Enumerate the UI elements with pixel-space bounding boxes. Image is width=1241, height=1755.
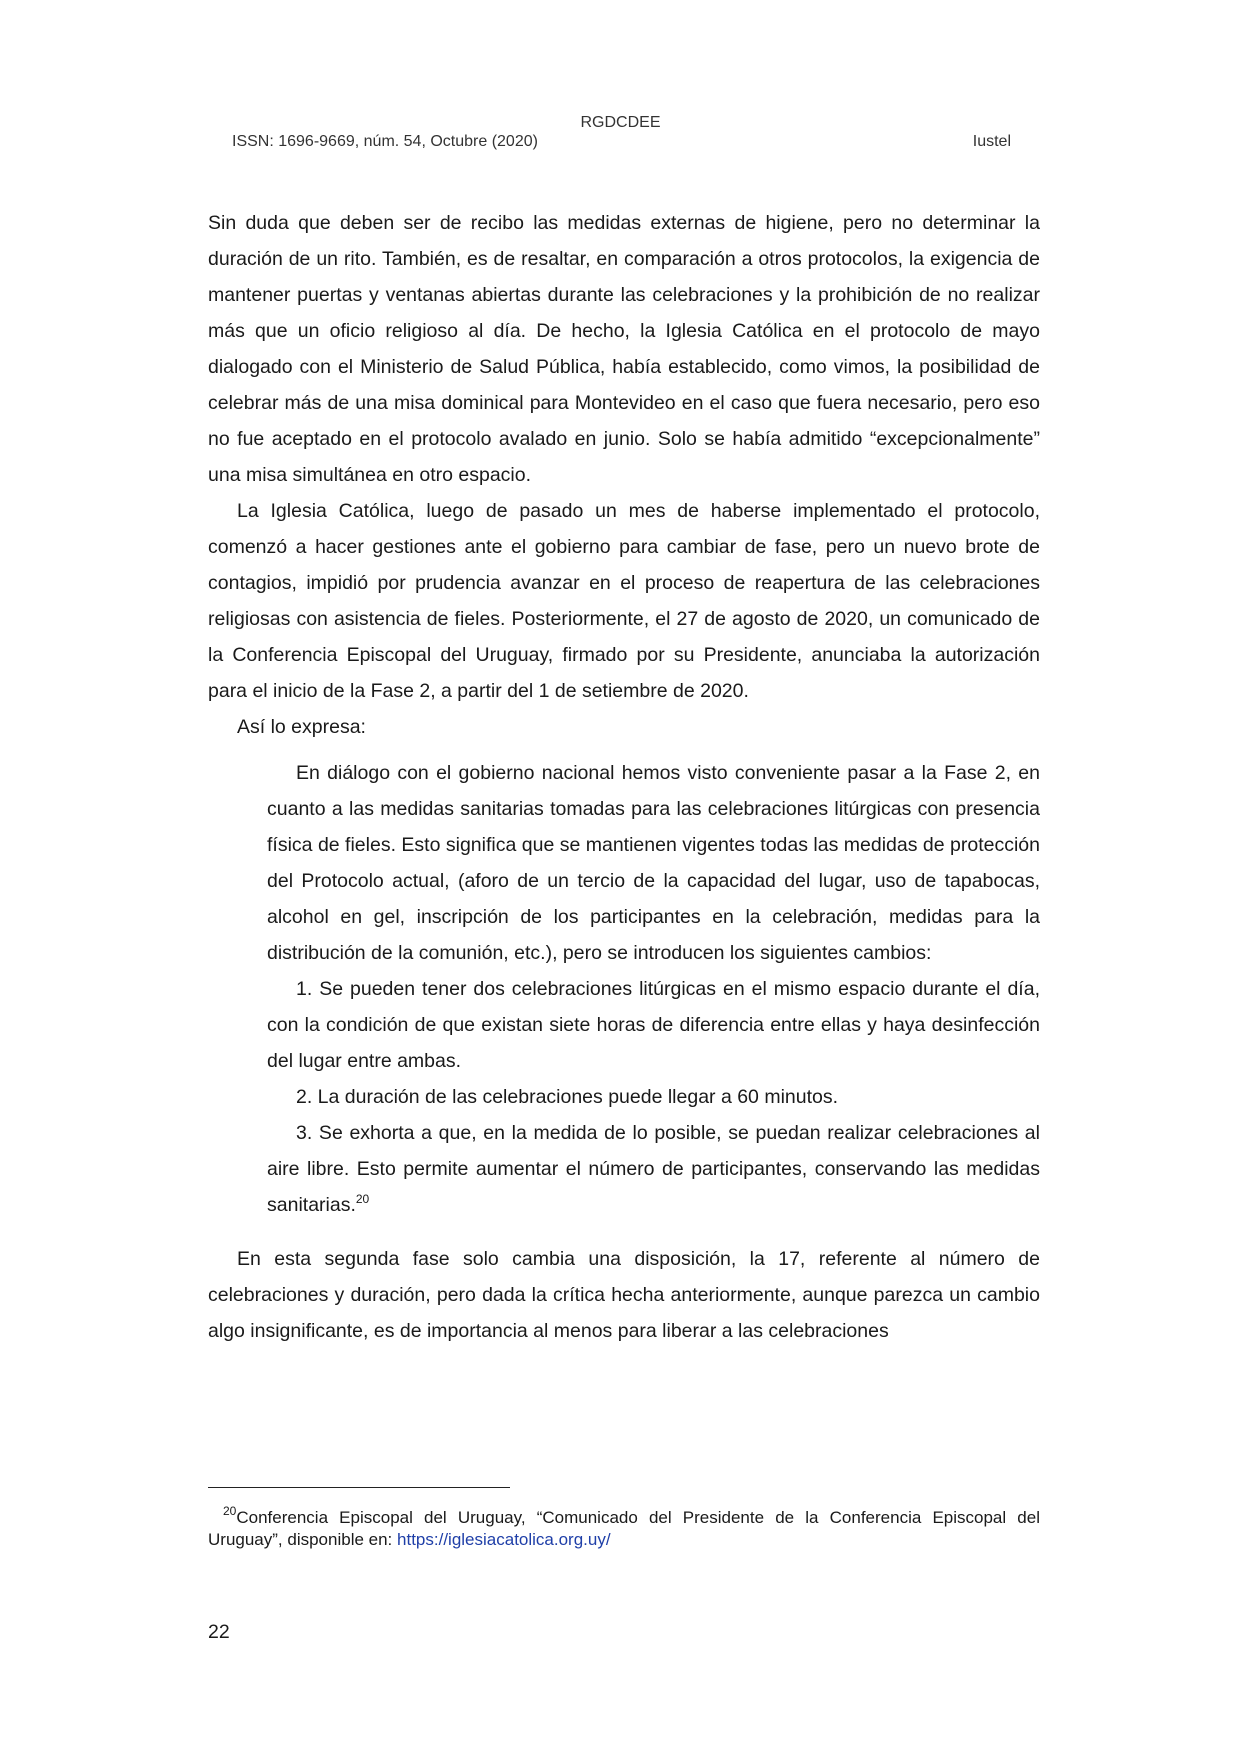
footnote-reference[interactable]: 20: [355, 1192, 370, 1206]
body-text: [208, 205, 1040, 1349]
footnote-divider: [208, 1487, 510, 1488]
footnote: [208, 1504, 1040, 1551]
block-quote-item-3-text: 3. Se exhorta a que, en la medida de lo posible, se puedan realizar celebraciones al aire libre. Esto permite aumentar el número de participantes, conservando las medidas sanitarias.: [267, 1122, 1040, 1216]
block-quote-intro: En diálogo con el gobierno nacional hemos visto conveniente pasar a la Fase 2, en cuanto a las medidas sanitarias tomadas para las celebraciones litúrgicas con presencia física de fieles. Esto significa que se mantienen vigentes todas las medidas de protección del Protocolo actual, (aforo de un tercio de la capacidad del lugar, uso de tapabocas, alcohol en gel, inscripción de los participantes en la celebración, medidas para la distribución de la comunión, etc.), pero se introducen los siguientes cambios:: [267, 762, 1040, 964]
block-quote-item-3: [267, 1115, 1040, 1223]
block-quote-item-2: 2. La duración de las celebraciones puede llegar a 60 minutos.: [296, 1086, 839, 1108]
paragraph-3: Así lo expresa:: [237, 716, 366, 738]
paragraph-1: Sin duda que deben ser de recibo las medidas externas de higiene, pero no determinar la duración de un rito. También, es de resaltar, en comparación a otros protocolos, la exigencia de mantener puertas y ventanas abiertas durante las celebraciones y la prohibición de no realizar más que un oficio religioso al día. De hecho, la Iglesia Católica en el protocolo de mayo dialogado con el Ministerio de Salud Pública, había establecido, como vimos, la posibilidad de celebrar más de una misa dominical para Montevideo en el caso que fuera necesario, pero eso no fue aceptado en el protocolo avalado en junio. Solo se había admitido “excepcionalmente” una misa simultánea en otro espacio.: [208, 212, 1040, 486]
publisher-name: Iustel: [972, 133, 1011, 150]
issn-line: ISSN: 1696-9669, núm. 54, Octubre (2020): [232, 133, 538, 150]
page-number: 22: [208, 1621, 230, 1643]
footnote-number: 20: [223, 1504, 237, 1518]
paragraph-4: En esta segunda fase solo cambia una disposición, la 17, referente al número de celebraciones y duración, pero dada la crítica hecha anteriormente, aunque parezca un cambio algo insignificante, es de importancia al menos para liberar a las celebraciones: [208, 1248, 1040, 1342]
footnote-link[interactable]: https://iglesiacatolica.org.uy/: [397, 1530, 611, 1549]
footnote-text: Conferencia Episcopal del Uruguay, “Comunicado del Presidente de la Conferencia Episcopal del Uruguay”, disponible en:: [208, 1508, 1040, 1549]
journal-title: RGDCDEE: [580, 114, 661, 131]
paragraph-2: La Iglesia Católica, luego de pasado un mes de haberse implementado el protocolo, comenzó a hacer gestiones ante el gobierno para cambiar de fase, pero un nuevo brote de contagios, impidió por prudencia avanzar en el proceso de reapertura de las celebraciones religiosas con asistencia de fieles. Posteriormente, el 27 de agosto de 2020, un comunicado de la Conferencia Episcopal del Uruguay, firmado por su Presidente, anunciaba la autorización para el inicio de la Fase 2, a partir del 1 de setiembre de 2020.: [208, 500, 1040, 702]
block-quote-item-1: 1. Se pueden tener dos celebraciones litúrgicas en el mismo espacio durante el día, con la condición de que existan siete horas de diferencia entre ellas y haya desinfección del lugar entre ambas.: [267, 978, 1040, 1072]
